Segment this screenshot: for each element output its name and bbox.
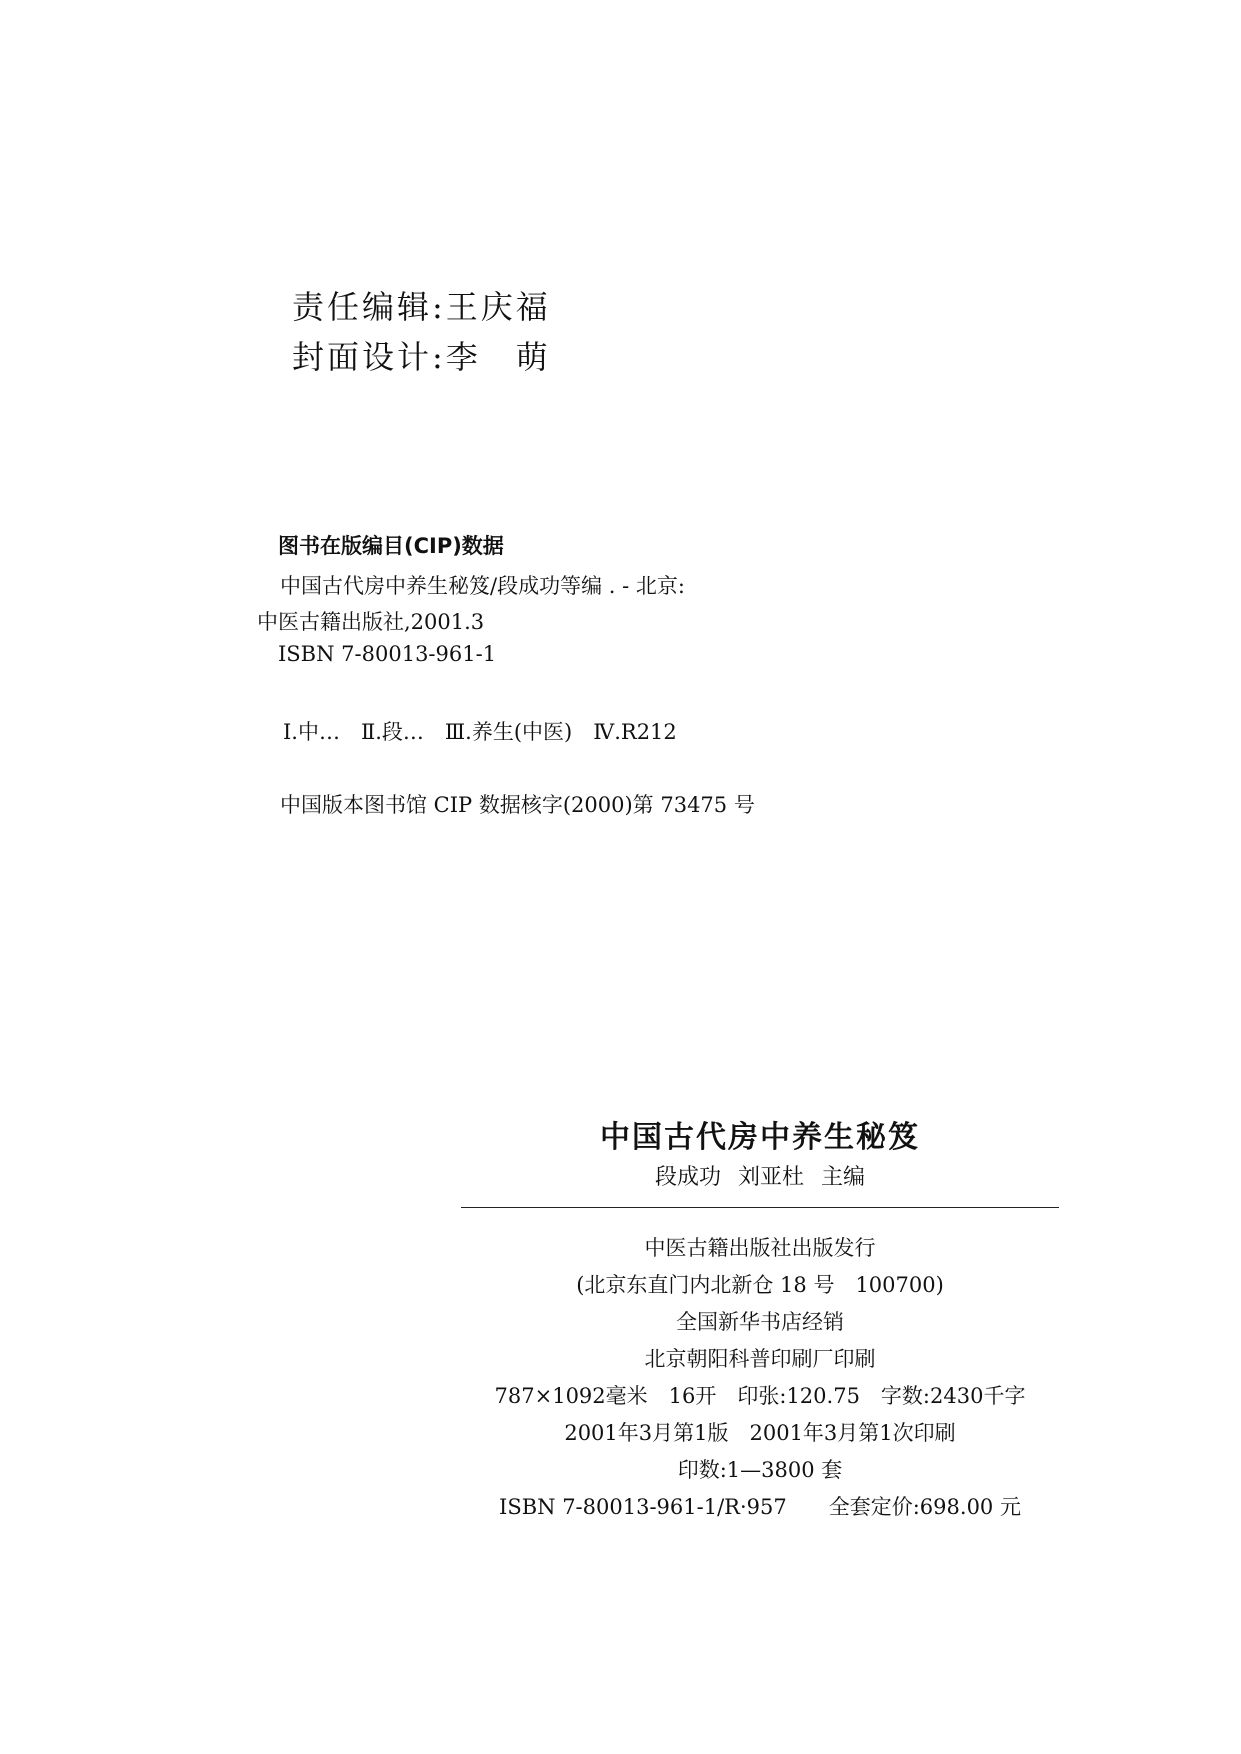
cover-designer: 封面设计:李 萌	[292, 338, 551, 376]
cip-heading: 图书在版编目(CIP)数据	[278, 534, 504, 558]
address-line: (北京东直门内北新仓 18 号 100700)	[576, 1273, 944, 1297]
responsible-editor: 责任编辑:王庆福	[292, 288, 551, 326]
divider-line	[461, 1207, 1059, 1208]
print-run-line: 印数:1—3800 套	[677, 1458, 843, 1482]
distributor-line: 全国新华书店经销	[676, 1310, 844, 1334]
edition-line: 2001年3月第1版 2001年3月第1次印刷	[564, 1421, 956, 1445]
publisher-line: 中医古籍出版社出版发行	[644, 1236, 876, 1260]
printer-line: 北京朝阳科普印刷厂印刷	[644, 1347, 876, 1371]
isbn-price-line: ISBN 7-80013-961-1/R·957 全套定价:698.00 元	[499, 1495, 1021, 1519]
editor-credits	[292, 282, 551, 382]
specs-line: 787×1092毫米 16开 印张:120.75 字数:2430千字	[494, 1384, 1026, 1408]
book-editors: 段成功 刘亚杜 主编	[655, 1165, 865, 1190]
cip-title-line: 中国古代房中养生秘笈/段成功等编 . - 北京:	[280, 574, 685, 598]
cip-isbn: ISBN 7-80013-961-1	[278, 642, 497, 666]
book-title: 中国古代房中养生秘笈	[600, 1120, 920, 1155]
cip-classification: Ⅰ.中… Ⅱ.段… Ⅲ.养生(中医) Ⅳ.R212	[283, 720, 677, 744]
cip-publisher-line: 中医古籍出版社,2001.3	[257, 610, 485, 634]
cip-record-number: 中国版本图书馆 CIP 数据核字(2000)第 73475 号	[280, 793, 755, 817]
